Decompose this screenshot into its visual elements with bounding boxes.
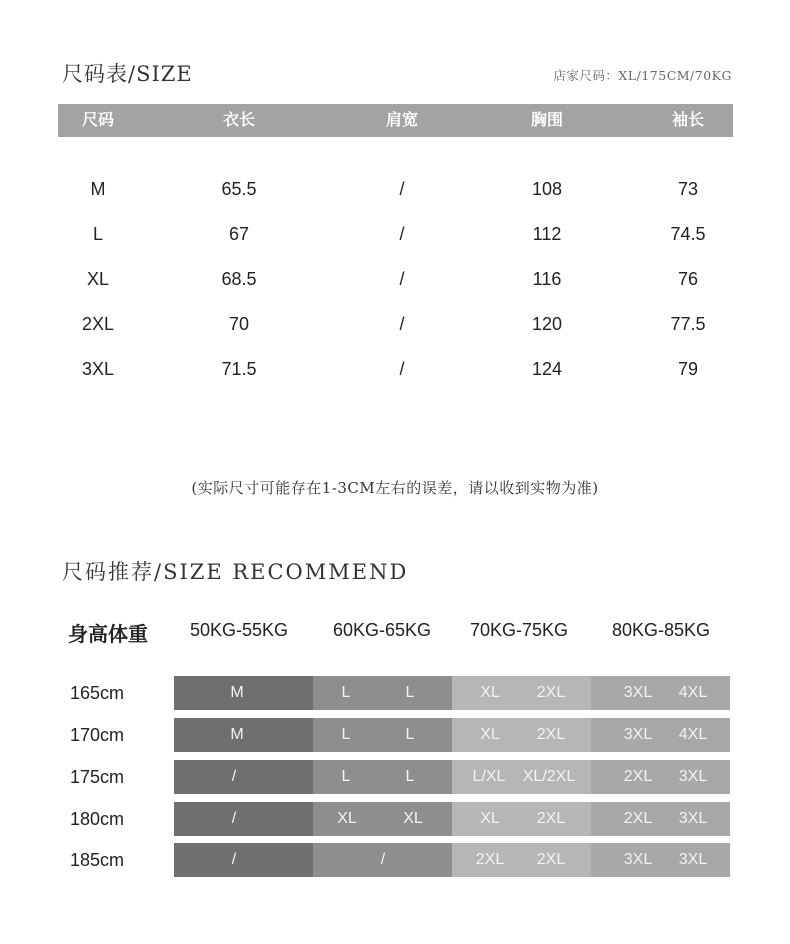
height-label: 180cm [70, 809, 125, 829]
size-value: XL [480, 684, 500, 701]
cell-length: 71.5 [221, 359, 257, 379]
size-value: L [341, 726, 351, 743]
cell-shoulder: / [399, 359, 405, 379]
recommend-cell [313, 760, 452, 794]
size-table-header [58, 104, 733, 137]
size-value: / [231, 810, 237, 827]
recommend-cell [452, 843, 591, 877]
table-row [0, 347, 790, 392]
cell-size: L [92, 224, 104, 244]
cell-shoulder: / [399, 269, 405, 289]
size-value: 2XL [536, 810, 566, 827]
recommend-row [0, 802, 790, 836]
recommend-row [0, 843, 790, 877]
recommend-cell [313, 718, 452, 752]
recommend-cell [313, 802, 452, 836]
size-value: L [405, 768, 415, 785]
height-label: 170cm [70, 725, 125, 745]
cell-size: 2XL [81, 314, 115, 334]
height-label: 185cm [70, 850, 125, 870]
size-value: M [230, 726, 244, 743]
size-value: XL [403, 810, 423, 827]
header-chest: 胸围 [530, 112, 564, 129]
recommend-cell [591, 802, 730, 836]
cell-sleeve: 76 [677, 269, 699, 289]
weight-range-1: 50KG-55KG [189, 620, 289, 640]
size-value: 3XL [623, 726, 653, 743]
height-weight-label: 身高体重 [68, 624, 148, 646]
cell-shoulder: / [399, 179, 405, 199]
size-table-title: 尺码表/SIZE [62, 62, 193, 86]
size-value: L/XL [472, 768, 506, 785]
size-value: L [341, 768, 351, 785]
recommend-cell [174, 760, 313, 794]
header-length: 衣长 [222, 112, 256, 129]
cell-size: 3XL [81, 359, 115, 379]
measurement-footnote: (实际尺寸可能存在1-3CM左右的误差，请以收到实物为准) [191, 479, 599, 497]
store-size-note: 店家尺码：XL/175CM/70KG [553, 68, 732, 83]
header-sleeve: 袖长 [671, 112, 705, 129]
recommend-row [0, 760, 790, 794]
table-row [0, 212, 790, 257]
size-recommend-title: 尺码推荐/SIZE RECOMMEND [62, 560, 409, 584]
size-value: 2XL [623, 810, 653, 827]
recommend-cell [591, 843, 730, 877]
size-value: XL [337, 810, 357, 827]
table-row [0, 167, 790, 212]
size-value: 2XL [536, 684, 566, 701]
size-value: L [405, 684, 415, 701]
size-value: / [231, 851, 237, 868]
size-value: XL [480, 726, 500, 743]
cell-length: 65.5 [221, 179, 257, 199]
size-value: 3XL [678, 851, 708, 868]
cell-length: 67 [228, 224, 250, 244]
recommend-cell [174, 802, 313, 836]
recommend-cell [452, 718, 591, 752]
size-value: 4XL [678, 726, 708, 743]
size-value: 2XL [475, 851, 505, 868]
weight-range-4: 80KG-85KG [611, 620, 711, 640]
size-value: 3XL [678, 768, 708, 785]
size-value: 3XL [678, 810, 708, 827]
cell-sleeve: 74.5 [670, 224, 706, 244]
cell-length: 70 [228, 314, 250, 334]
recommend-cell [591, 718, 730, 752]
size-value: / [231, 768, 237, 785]
cell-chest: 112 [532, 224, 562, 244]
recommend-row [0, 718, 790, 752]
cell-size: M [90, 179, 106, 199]
cell-chest: 116 [532, 269, 562, 289]
height-label: 175cm [70, 767, 125, 787]
header-size: 尺码 [81, 112, 115, 129]
size-value: XL/2XL [522, 768, 576, 785]
cell-shoulder: / [399, 224, 405, 244]
size-value: 3XL [623, 851, 653, 868]
cell-shoulder: / [399, 314, 405, 334]
weight-range-2: 60KG-65KG [332, 620, 432, 640]
weight-range-3: 70KG-75KG [469, 620, 569, 640]
recommend-cell [452, 802, 591, 836]
table-row [0, 302, 790, 347]
height-label: 165cm [70, 683, 125, 703]
cell-length: 68.5 [221, 269, 257, 289]
size-value: L [405, 726, 415, 743]
recommend-cell [313, 676, 452, 710]
table-row [0, 257, 790, 302]
size-value: 2XL [536, 851, 566, 868]
cell-sleeve: 73 [677, 179, 699, 199]
size-value: / [380, 851, 386, 868]
cell-sleeve: 77.5 [670, 314, 706, 334]
cell-chest: 108 [531, 179, 563, 199]
cell-size: XL [86, 269, 110, 289]
recommend-cell [591, 676, 730, 710]
size-value: XL [480, 810, 500, 827]
cell-chest: 120 [531, 314, 563, 334]
recommend-cell [591, 760, 730, 794]
size-value: 4XL [678, 684, 708, 701]
recommend-cell [452, 676, 591, 710]
cell-sleeve: 79 [677, 359, 699, 379]
size-value: L [341, 684, 351, 701]
size-value: 2XL [623, 768, 653, 785]
header-shoulder: 肩宽 [385, 112, 419, 129]
recommend-cell [174, 843, 313, 877]
recommend-row [0, 676, 790, 710]
cell-chest: 124 [531, 359, 563, 379]
size-value: 3XL [623, 684, 653, 701]
size-value: 2XL [536, 726, 566, 743]
size-value: M [230, 684, 244, 701]
